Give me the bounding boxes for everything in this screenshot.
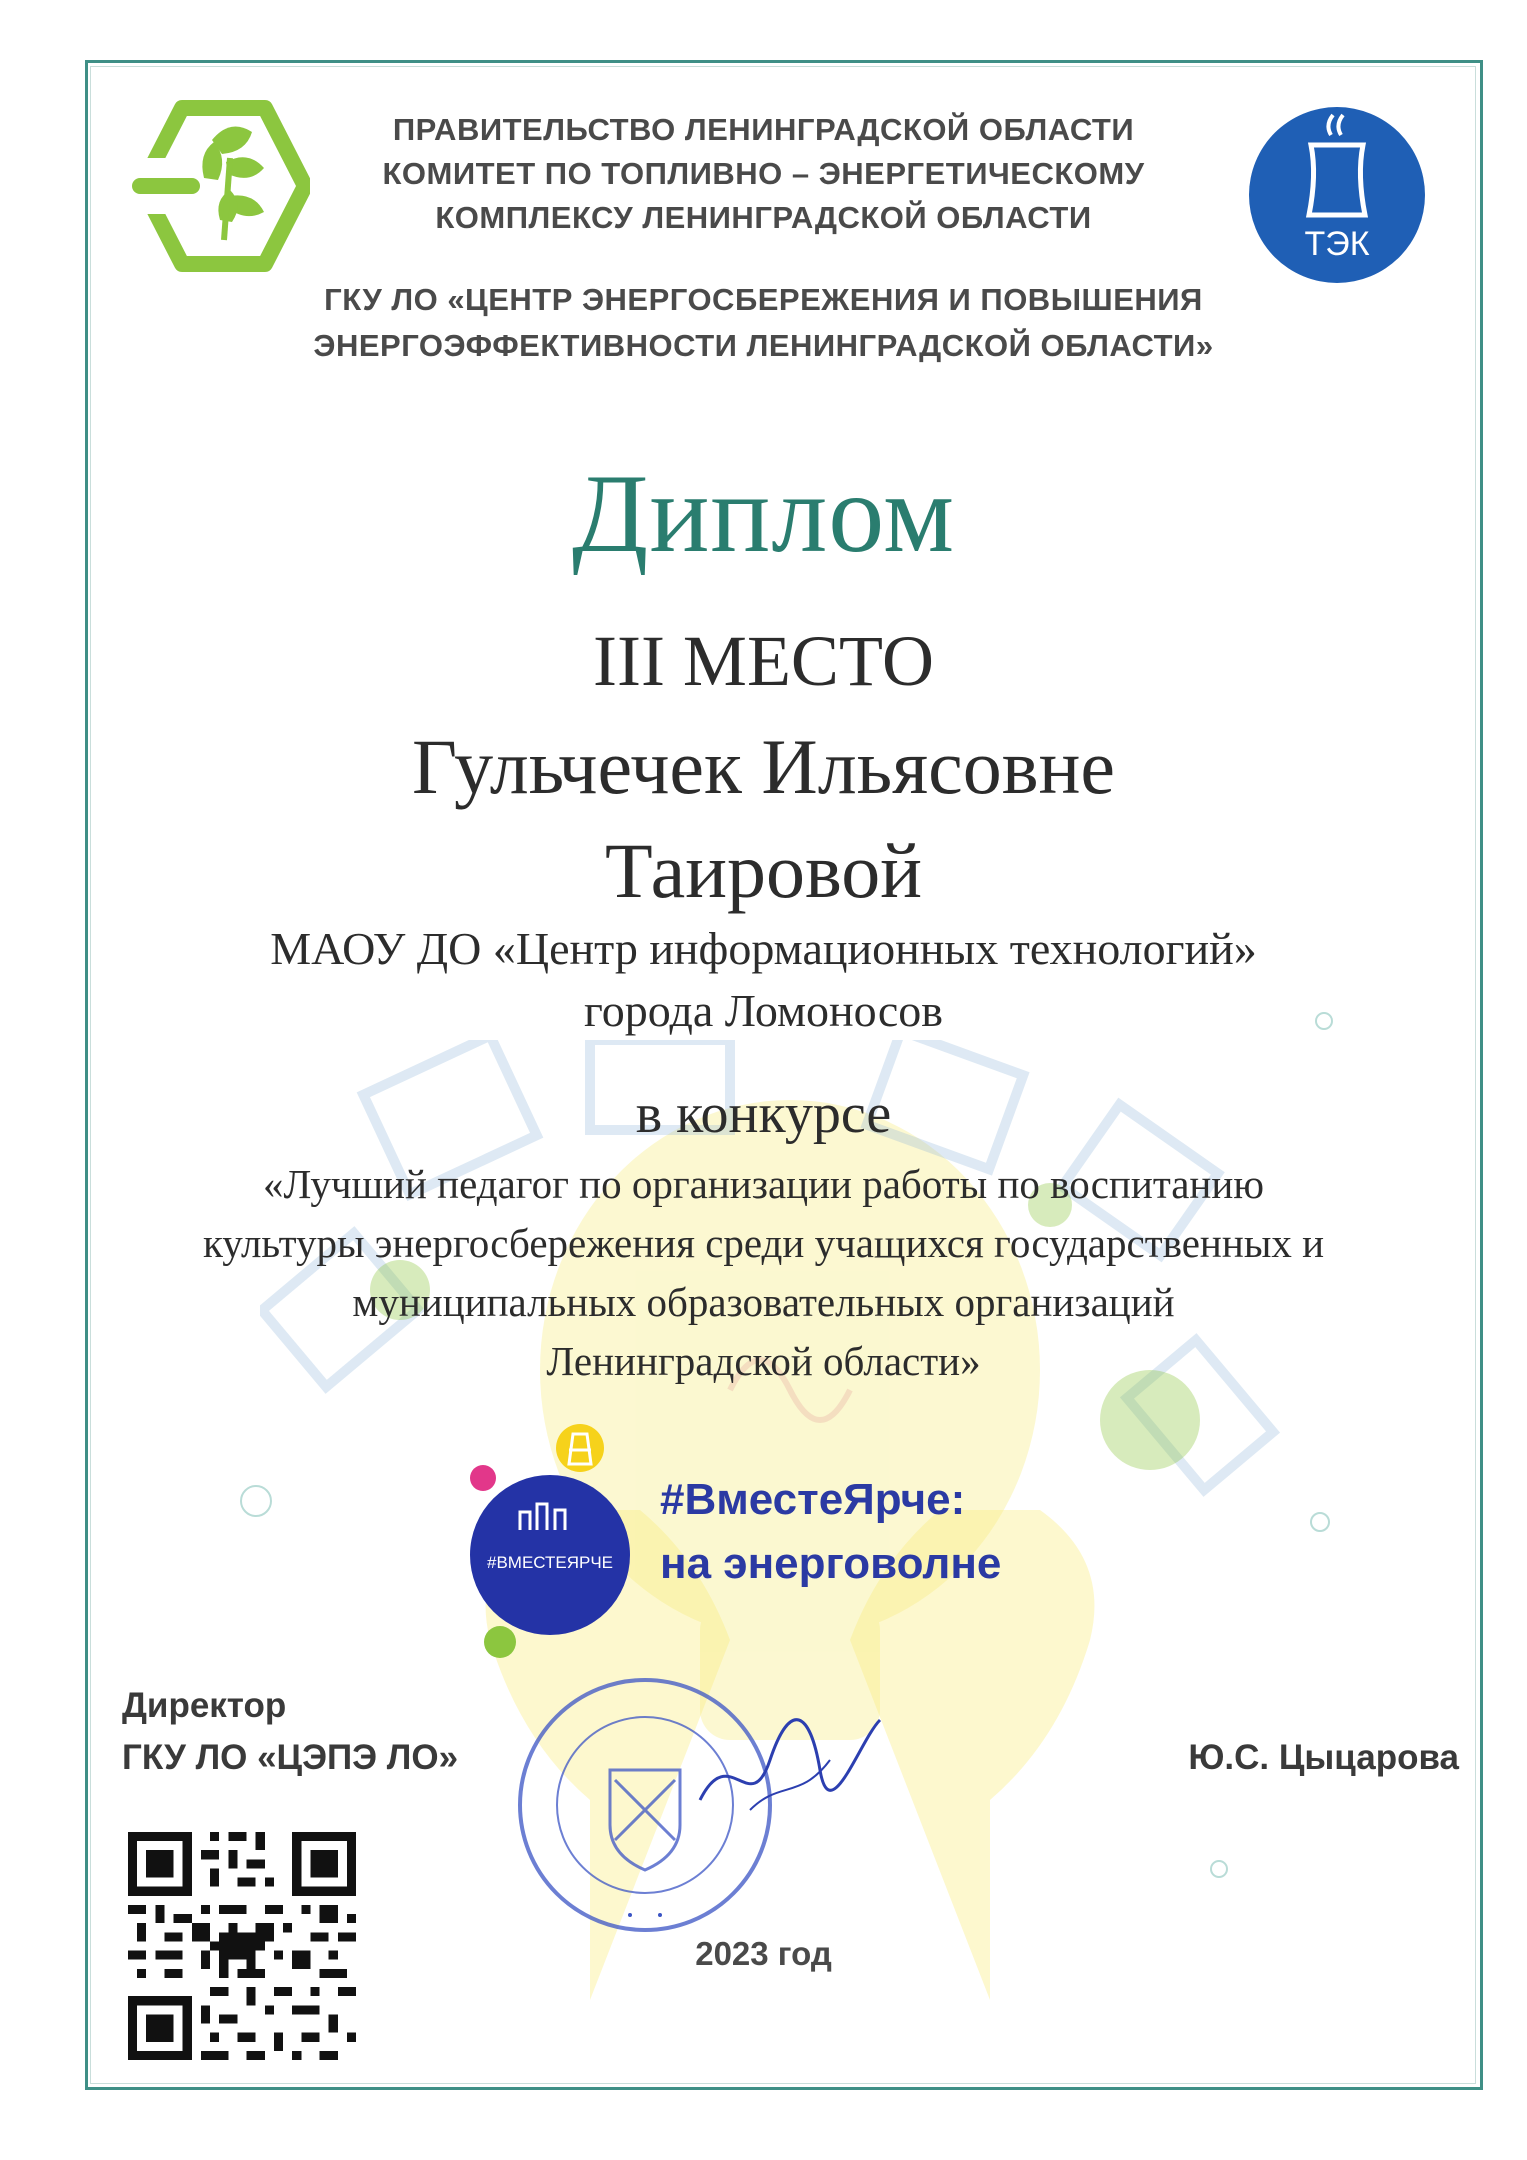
vmeste-yarche-badge — [465, 1420, 655, 1660]
slogan — [660, 1468, 1001, 1596]
director-line: ГКУ ЛО «ЦЭПЭ ЛО» — [122, 1738, 459, 1777]
header-line: КОМИТЕТ ПО ТОПЛИВНО – ЭНЕРГЕТИЧЕСКОМУ — [382, 156, 1145, 191]
director-title — [122, 1680, 458, 1784]
header-line: КОМПЛЕКСУ ЛЕНИНГРАДСКОЙ ОБЛАСТИ — [435, 200, 1092, 235]
diploma-title: Диплом — [572, 452, 955, 576]
tek-label: ТЭК — [1304, 225, 1370, 263]
in-contest-label: в конкурсе — [635, 1083, 892, 1145]
recipient-organization — [0, 918, 1527, 1042]
recipient-name-line: Таировой — [604, 827, 923, 914]
organization-header — [0, 277, 1527, 369]
contest-line: муниципальных образовательных организаций — [352, 1279, 1175, 1325]
contest-line: Ленинградской области» — [546, 1338, 981, 1384]
slogan-line: #ВместеЯрче: — [660, 1475, 966, 1524]
decor-ring — [1210, 1860, 1228, 1878]
qr-code[interactable] — [128, 1832, 356, 2060]
decor-ring — [240, 1485, 272, 1517]
contest-line: культуры энергосбережения среди учащихся государственных и — [202, 1220, 1325, 1266]
director-name: Ю.С. Цыцарова — [1188, 1738, 1459, 1777]
org-header-line: ЭНЕРГОЭФФЕКТИВНОСТИ ЛЕНИНГРАДСКОЙ ОБЛАСТИ» — [313, 328, 1214, 363]
award-place: III МЕСТО — [593, 621, 934, 701]
recipient-name — [0, 715, 1527, 923]
badge-text: #ВМЕСТЕЯРЧЕ — [486, 1553, 614, 1572]
organization-line: МАОУ ДО «Центр информационных технологий» — [270, 923, 1257, 974]
org-header-line: ГКУ ЛО «ЦЕНТР ЭНЕРГОСБЕРЕЖЕНИЯ И ПОВЫШЕНИЯ — [324, 282, 1203, 317]
organization-line: города Ломоносов — [584, 985, 943, 1036]
contest-name — [0, 1155, 1527, 1391]
decor-ring — [1310, 1512, 1330, 1532]
contest-line: «Лучший педагог по организации работы по воспитанию — [263, 1161, 1264, 1207]
recipient-name-line: Гульчечек Ильясовне — [412, 723, 1115, 810]
header-line: ПРАВИТЕЛЬСТВО ЛЕНИНГРАДСКОЙ ОБЛАСТИ — [392, 112, 1135, 147]
director-line: Директор — [122, 1686, 287, 1725]
slogan-line: на энерговолне — [660, 1539, 1002, 1588]
handwritten-signature — [690, 1700, 890, 1830]
government-header — [0, 108, 1527, 240]
year-label: 2023 год — [695, 1935, 832, 1972]
